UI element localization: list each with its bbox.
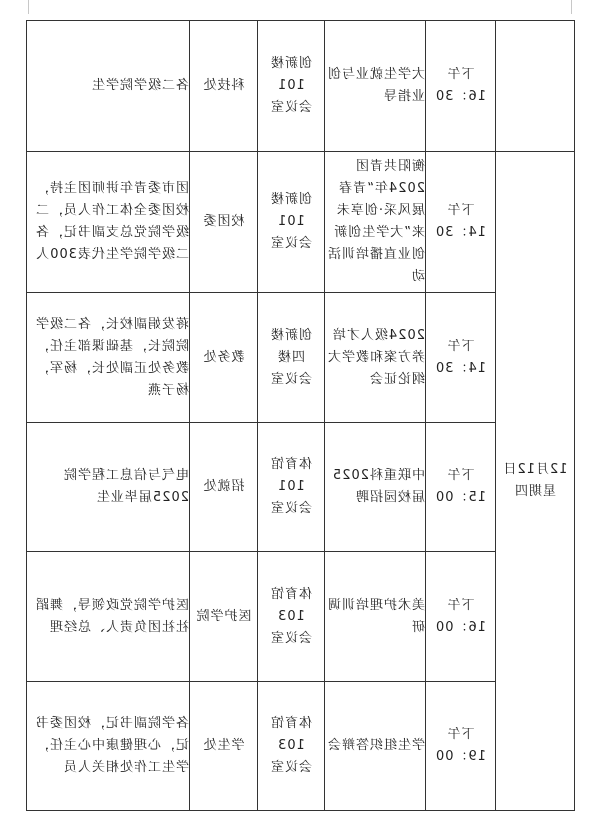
participants-cell: 蒋发娟副校长，各二级学院院长，基础课部主任，教务处正副处长，杨军，杨子燕: [27, 293, 190, 423]
event-cell: 衡阳共青团2024年“青春展风采·创享未来”大学生创新创业直播培训活动: [325, 152, 426, 293]
organizer-cell: 校团委: [190, 152, 258, 293]
event-cell: 2024级人才培养方案和教学大纲论证会: [325, 293, 426, 423]
time-cell: 下午 19：00: [426, 682, 496, 811]
time-cell: 下午 14：30: [426, 152, 496, 293]
organizer-cell: 教务处: [190, 293, 258, 423]
participants-cell: 电气与信息工程学院2025届毕业生: [27, 423, 190, 552]
participants-cell: 各二级学院学生: [27, 21, 190, 152]
margin-mark-right: [571, 0, 582, 14]
table-row: [27, 423, 575, 552]
venue-cell: 体育馆 101 会议室: [258, 423, 325, 552]
time-cell: 下午 15：00: [426, 423, 496, 552]
organizer-cell: 学生处: [190, 682, 258, 811]
organizer-cell: 科技处: [190, 21, 258, 152]
table-row: [27, 21, 575, 152]
table-row: [27, 152, 575, 293]
table-row: [27, 293, 575, 423]
venue-cell: 体育馆 103 会议室: [258, 552, 325, 682]
venue-cell: 创新楼 101 会议室: [258, 152, 325, 293]
time-cell: 下午 16：00: [426, 552, 496, 682]
event-cell: 美术护理培训调研: [325, 552, 426, 682]
time-cell: 下午 14：30: [426, 293, 496, 423]
event-cell: 学生组织答辩会: [325, 682, 426, 811]
participants-cell: 各学院副书记，校团委书记，心理健康中心主任，学生工作处相关人员: [27, 682, 190, 811]
table-row: [27, 682, 575, 811]
participants-cell: 团市委青年讲师团主持，校团委全体工作人员，二级学院党总支副书记，各二级学院学生代表300人: [27, 152, 190, 293]
organizer-cell: 招就处: [190, 423, 258, 552]
date-cell: 12月12日 星期四: [496, 152, 575, 811]
participants-cell: 医护学院党政领导，舞蹈社社团负责人、总经理: [27, 552, 190, 682]
table-row: [27, 552, 575, 682]
time-cell: 下午 16：30: [426, 21, 496, 152]
date-cell-empty: [496, 21, 575, 152]
venue-cell: 创新楼 四楼 会议室: [258, 293, 325, 423]
organizer-cell: 医护学院: [190, 552, 258, 682]
schedule-table: [26, 20, 575, 811]
event-cell: 大学生就业与创业指导: [325, 21, 426, 152]
event-cell: 中联重科2025届校园招聘: [325, 423, 426, 552]
venue-cell: 体育馆 103 会议室: [258, 682, 325, 811]
venue-cell: 创新楼 101 会议室: [258, 21, 325, 152]
margin-mark-left: [18, 0, 29, 14]
